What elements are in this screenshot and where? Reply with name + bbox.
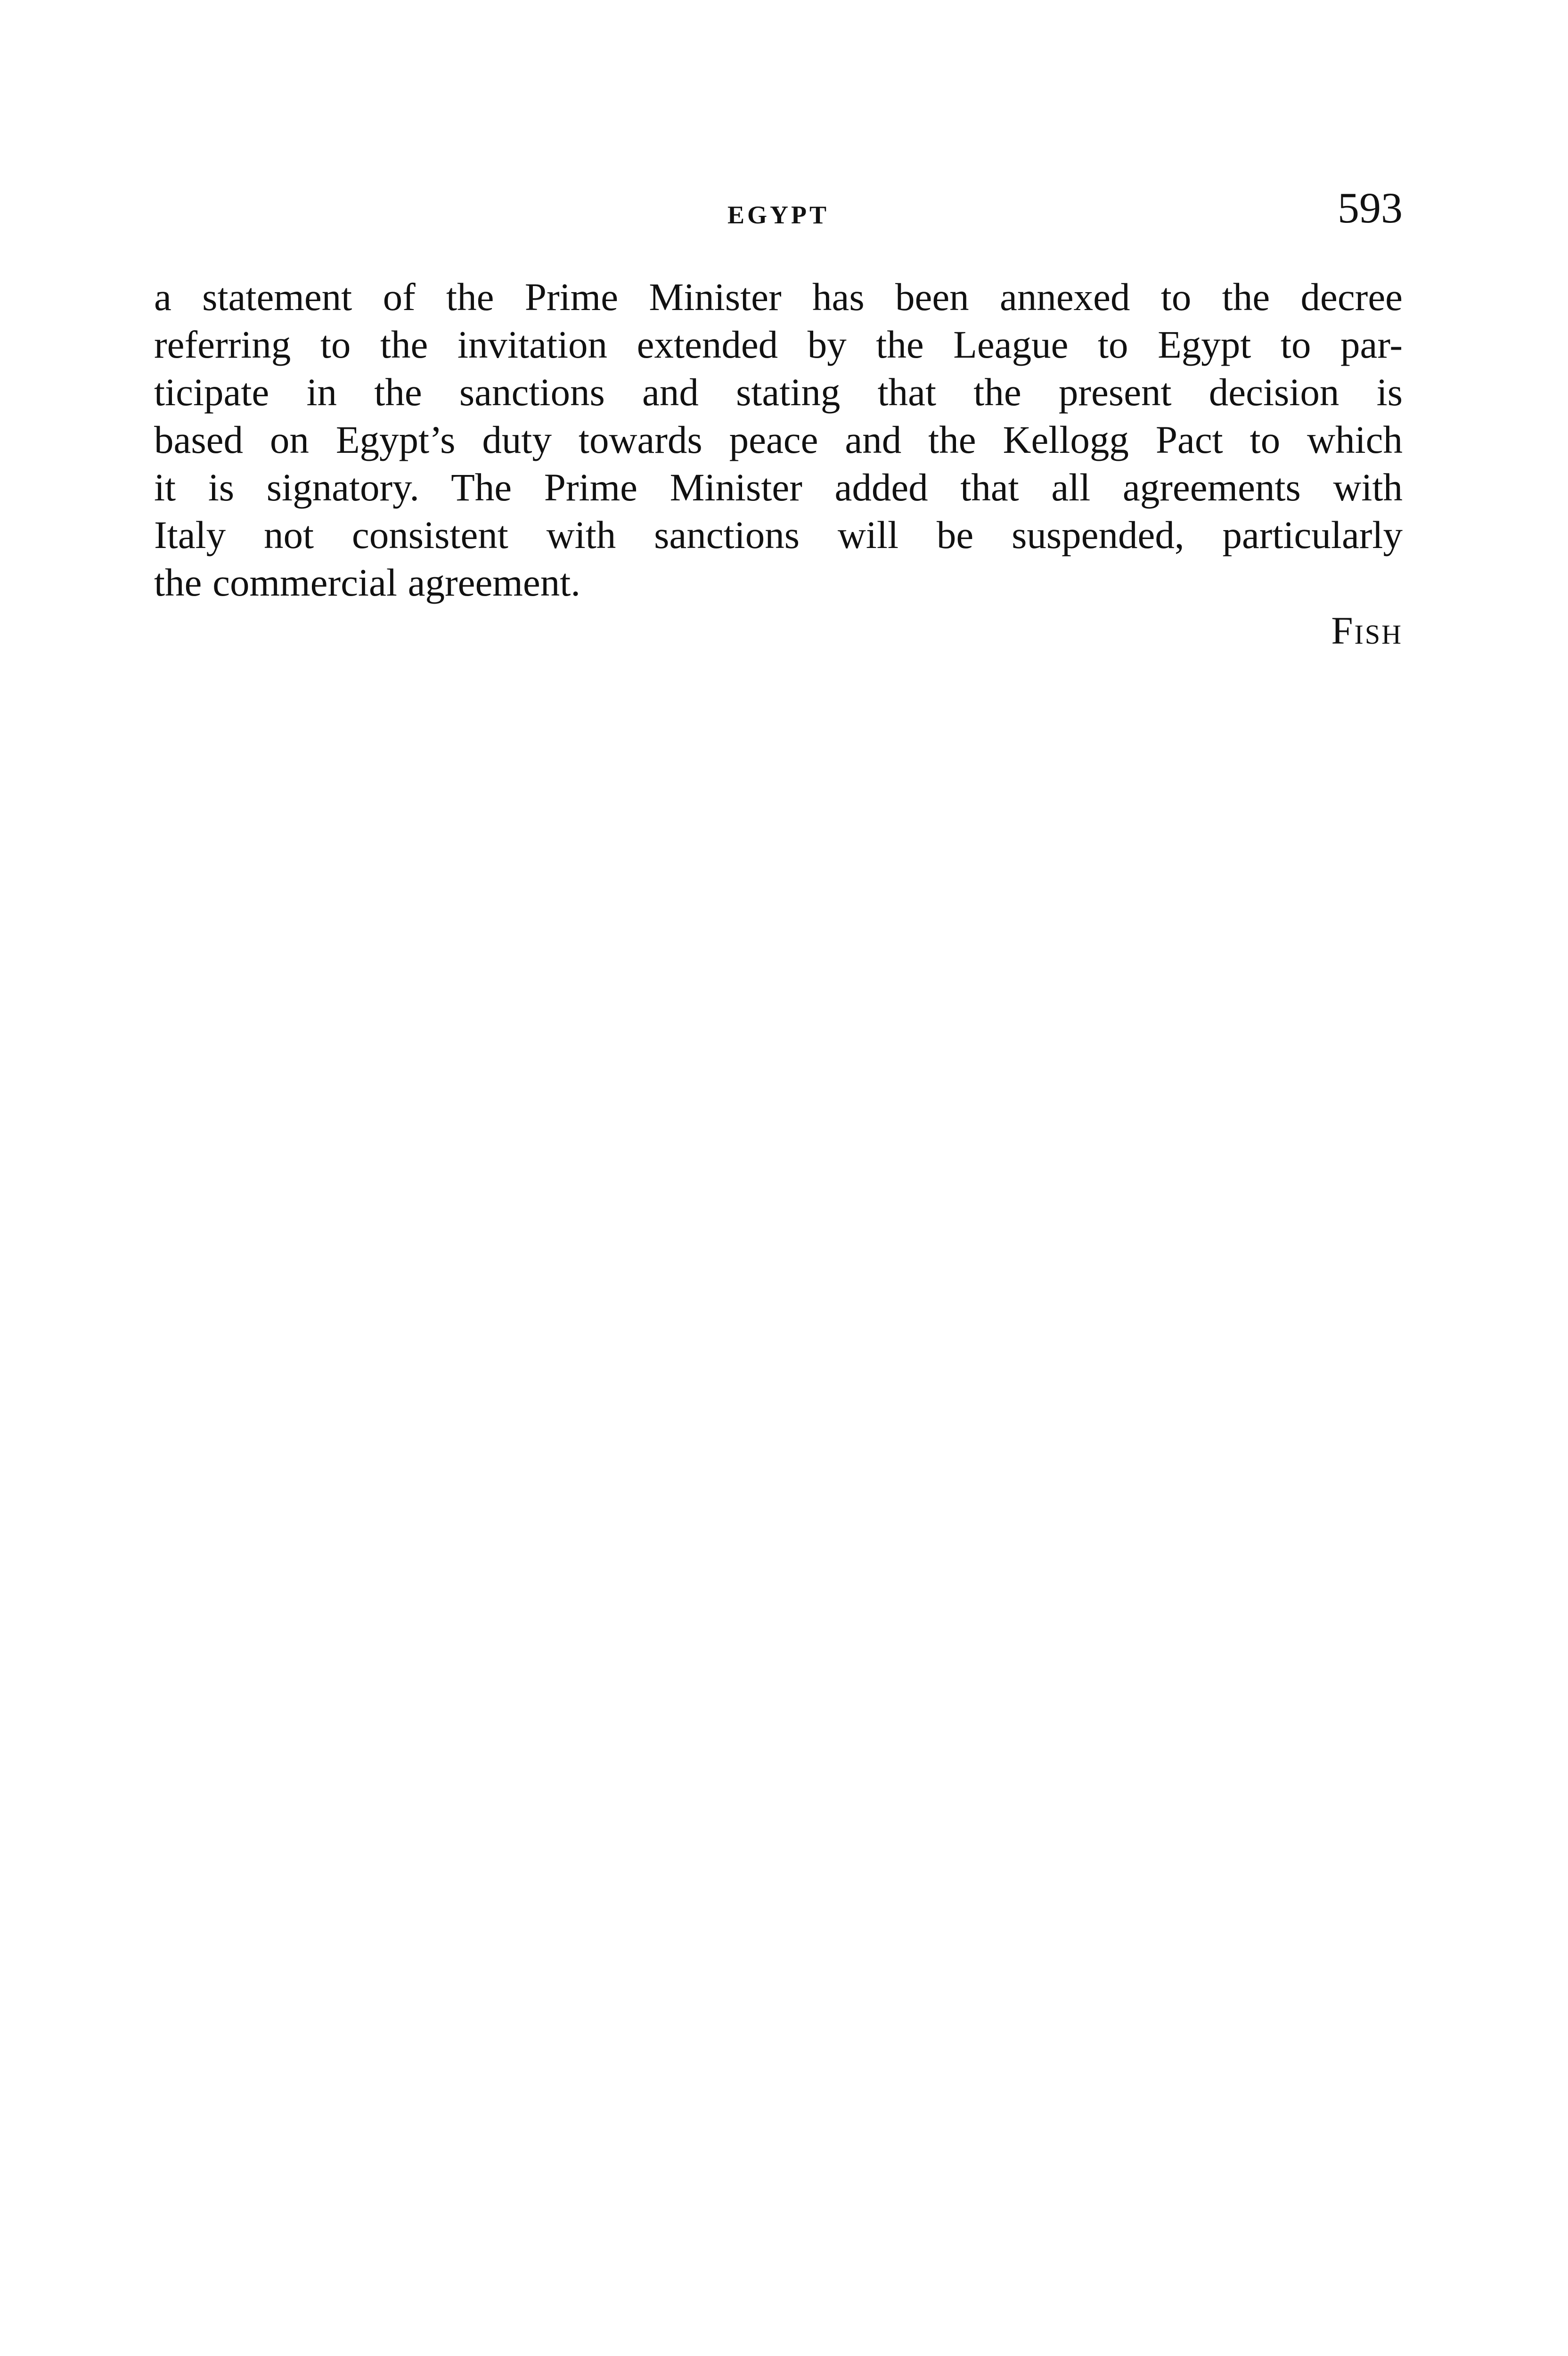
- body-line: a statement of the Prime Minister has been annexed to the decree: [154, 275, 1403, 319]
- body-line: Italy not consistent with sanctions will be suspended, particularly: [154, 513, 1403, 556]
- body-line: based on Egypt’s duty towards peace and the Kellogg Pact to which: [154, 418, 1403, 461]
- body-line: ticipate in the sanctions and stating that the present decision is: [154, 370, 1403, 414]
- page-number: 593: [1338, 184, 1403, 232]
- body-line: the commercial agreement.: [154, 561, 581, 604]
- body-paragraph: [154, 273, 1403, 606]
- signature: Fish: [1331, 609, 1403, 652]
- running-head: [154, 186, 1403, 243]
- body-line: it is signatory. The Prime Minister added that all agreements with: [154, 466, 1403, 509]
- running-head-title: EGYPT: [727, 201, 830, 229]
- body-line: referring to the invitation extended by the League to Egypt to par-: [154, 323, 1403, 366]
